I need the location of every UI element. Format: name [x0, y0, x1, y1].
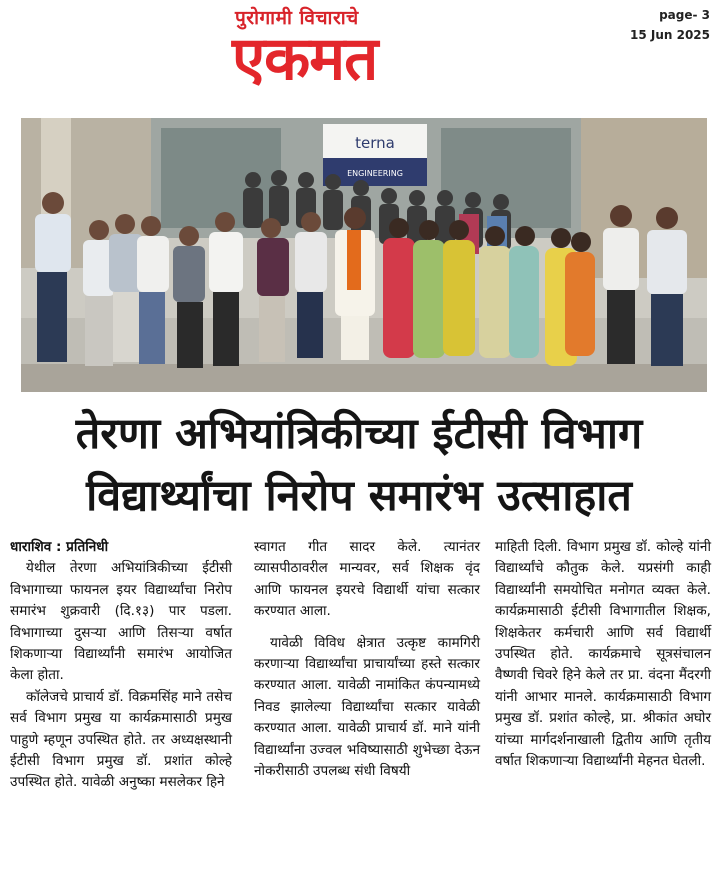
article-column-2	[254, 537, 480, 782]
article-paragraph: माहिती दिली. विभाग प्रमुख डॉ. कोल्हे यांनी विद्यार्थ्यांचे कौतुक केले. यप्रसंगी काही विद्यार्थ्यांनी समयोचित मनोगत व्यक्त केले. कार्यक्रमासाठी ईटीसी विभागातील शिक्षक, शिक्षकेतर कर्मचारी आणि सर्व विद्यार्थी उपस्थित होते. कार्यक्रमाचे सूत्रसंचालन वैष्णवी चिवरे हिने केले तर प्रा. वंदना मैंदरगी यांनी आभार मानले. कार्यक्रमासाठी विभाग प्रमुख डॉ. प्रशांत कोल्हे, प्रा. श्रीकांत अघोर यांच्या मार्गदर्शनाखाली द्वितीय आणि तृतीय वर्षात शिकणाऱ्या विद्यार्थ्यांनी मेहनत घेतली.	[495, 539, 711, 770]
article-byline: धाराशिव : प्रतिनिधी	[10, 539, 109, 555]
banner-subtext: ENGINEERING	[347, 169, 403, 178]
masthead	[0, 0, 718, 110]
page-number: page- 3	[659, 8, 710, 22]
banner-text: terna	[355, 134, 395, 152]
article-paragraph: स्वागत गीत सादर केले. त्यानंतर व्यासपीठावरील मान्यवर, सर्व शिक्षक वृंद आणि फायनल इयरचे विद्यार्थी यांचा सत्कार करण्यात आला.	[254, 539, 480, 620]
article-paragraph: कॉलेजचे प्राचार्य डॉ. विक्रमसिंह माने तसेच सर्व विभाग प्रमुख या कार्यक्रमासाठी प्रमुख पाहुणे म्हणून उपस्थित होते. तर अध्यक्षस्थानी ईटीसी विभाग प्रमुख डॉ. प्रशांत कोल्हे उपस्थित होते. यावेळी अनुष्का मसलेकर हिने	[10, 688, 232, 791]
headline-line-2: विद्यार्थ्यांचा निरोप समारंभ उत्साहात	[86, 471, 632, 521]
group-photo-illustration	[21, 118, 707, 392]
masthead-tagline: पुरोगामी विचाराचे	[235, 7, 359, 29]
publication-date: 15 Jun 2025	[629, 28, 710, 42]
article-paragraph: येथील तेरणा अभियांत्रिकीच्या ईटीसी विभागाच्या फायनल इयर विद्यार्थ्यांचा निरोप समारंभ शुक्रवारी (दि.१३) पार पडला. विभागाच्या दुसऱ्या आणि तिसऱ्या वर्षात शिकणाऱ्या विद्यार्थ्यांनी समारंभ आयोजित केला होता.	[10, 560, 232, 684]
article-column-1	[10, 537, 232, 794]
group-photo	[21, 118, 707, 392]
headline-line-1: तेरणा अभियांत्रिकीच्या ईटीसी विभाग	[75, 409, 643, 459]
article-column-3	[495, 537, 711, 772]
newspaper-logo: एकमत	[232, 24, 378, 94]
article-paragraph: यावेळी विविध क्षेत्रात उत्कृष्ट कामगिरी करणाऱ्या विद्यार्थ्यांचा प्राचार्यांच्या हस्ते सत्कार करण्यात आला. यावेळी नामांकित कंपन्यामध्ये निवड झालेल्या विद्यार्थ्यांचा सत्कार यावेळी करण्यात आला. यावेळी प्राचार्य डॉ. माने यांनी विद्यार्थ्यांना उज्वल भविष्यासाठी शुभेच्छा देऊन नोकरीसाठी उपलब्ध संधी विषयी	[254, 634, 480, 780]
